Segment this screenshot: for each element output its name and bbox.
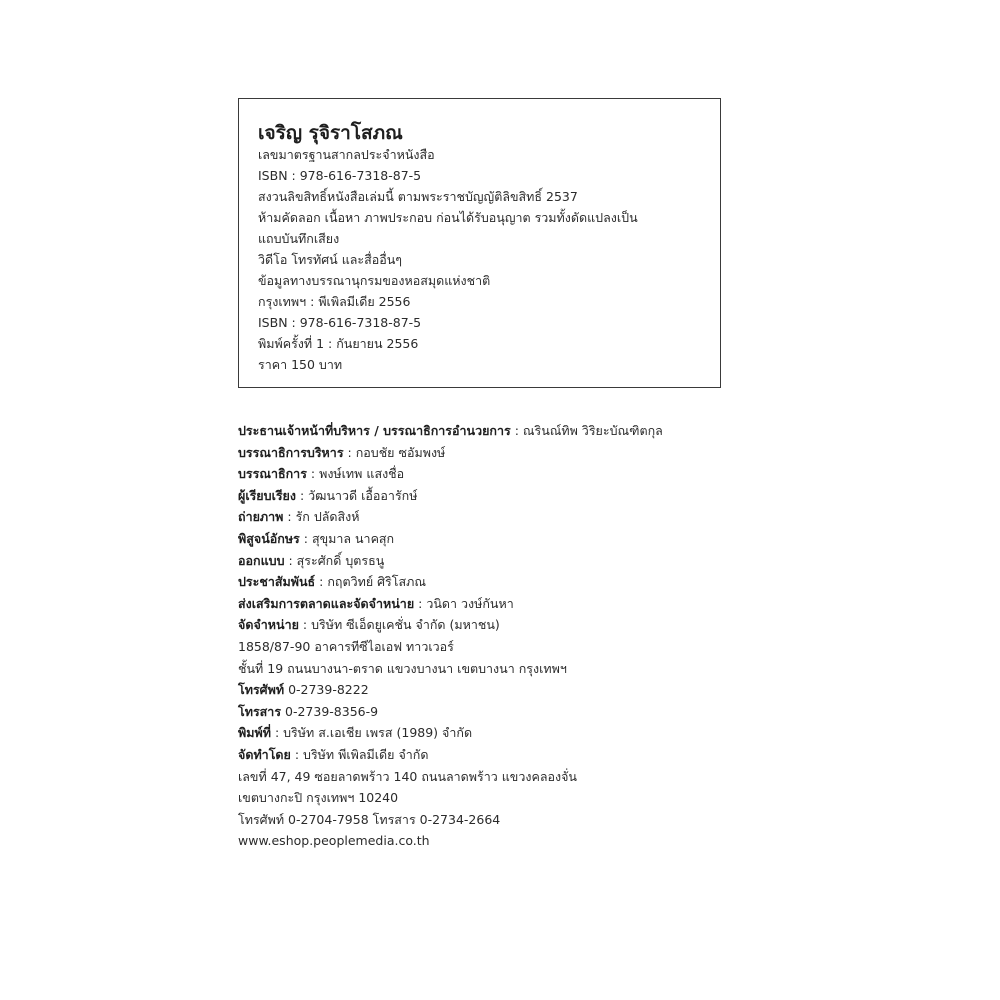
isbn-line-2: ISBN : 978-616-7318-87-5 [258, 315, 422, 330]
credit-line-executive-editor [238, 442, 798, 464]
price-line: ราคา 150 บาท [258, 357, 343, 372]
credit-value: เลขที่ 47, 49 ซอยลาดพร้าว 140 ถนนลาดพร้าว แขวงคลองจั่น [238, 768, 577, 784]
cataloging-heading: ข้อมูลทางบรรณานุกรมของหอสมุดแห่งชาติ [258, 273, 491, 288]
credit-value: www.eshop.peoplemedia.co.th [238, 833, 430, 849]
credit-label: พิมพ์ที่ [238, 725, 271, 741]
credits-list [238, 420, 798, 852]
credit-line-photography [238, 506, 798, 528]
credit-value: : สุระศักดิ์ บุตรธนู [284, 552, 385, 568]
credit-value: : พงษ์เทพ แสงชื่อ [306, 466, 405, 482]
author-name: เจริญ รุจิราโสภณ [258, 122, 403, 144]
edition-line: พิมพ์ครั้งที่ 1 : กันยายน 2556 [258, 336, 419, 351]
credit-value: : บริษัท พีเพิลมีเดีย จำกัด [290, 746, 429, 762]
isbn-heading: เลขมาตรฐานสากลประจำหนังสือ [258, 147, 435, 162]
credit-line-ceo [238, 420, 798, 442]
credit-label: ออกแบบ [238, 552, 285, 568]
credit-label: ประชาสัมพันธ์ [238, 574, 316, 590]
credit-value: ชั้นที่ 19 ถนนบางนา-ตราด แขวงบางนา เขตบางนา กรุงเทพฯ [238, 660, 567, 676]
credit-label: พิสูจน์อักษร [238, 530, 300, 546]
credit-label: บรรณาธิการ [238, 466, 307, 482]
credit-line-design [238, 550, 798, 572]
credit-value: : วัฒนาวดี เอื้ออารักษ์ [295, 487, 418, 503]
credit-line-distributor [238, 614, 798, 636]
credit-value: เขตบางกะปิ กรุงเทพฯ 10240 [238, 790, 399, 806]
copyright-info [258, 144, 713, 375]
credit-value: โทรศัพท์ 0-2704-7958 โทรสาร 0-2734-2664 [238, 811, 501, 827]
credit-line-proofreader [238, 528, 798, 550]
credit-label: ประธานเจ้าหน้าที่บริหาร / บรรณาธิการอำนวยการ [238, 423, 511, 438]
producer-contact [238, 809, 798, 831]
website-url [238, 830, 798, 852]
credit-value: 0-2739-8356-9 [281, 703, 379, 719]
credit-line-producer [238, 744, 798, 766]
credit-value: : กฤตวิทย์ ศิริโสภณ [315, 574, 426, 590]
credit-label: โทรศัพท์ [238, 682, 285, 698]
distributor-phone [238, 679, 798, 701]
credit-label: บรรณาธิการบริหาร [238, 444, 344, 460]
publisher-year: กรุงเทพฯ : พีเพิลมีเดีย 2556 [258, 294, 411, 309]
credit-value: 1858/87-90 อาคารทีซีไอเอฟ ทาวเวอร์ [238, 638, 454, 654]
producer-address-1 [238, 766, 798, 788]
distributor-address-1 [238, 636, 798, 658]
credit-line-pr [238, 571, 798, 593]
credit-line-marketing [238, 593, 798, 615]
copy-restriction-media: วิดีโอ โทรทัศน์ และสื่ออื่นๆ [258, 252, 403, 267]
credit-value: 0-2739-8222 [284, 682, 369, 698]
credit-label: โทรสาร [238, 703, 282, 719]
credit-line-compiler [238, 485, 798, 507]
distributor-address-2 [238, 658, 798, 680]
credit-value: : สุขุมาล นาคสุก [299, 530, 395, 546]
copy-restriction: ห้ามคัดลอก เนื้อหา ภาพประกอบ ก่อนได้รับอนุญาต รวมทั้งดัดแปลงเป็น [258, 210, 638, 225]
credit-label: ส่งเสริมการตลาดและจัดจำหน่าย [238, 595, 415, 611]
copyright-notice: สงวนลิขสิทธิ์หนังสือเล่มนี้ ตามพระราชบัญญัติลิขสิทธิ์ 2537 [258, 189, 578, 204]
producer-address-2 [238, 787, 798, 809]
credit-value: : บริษัท ส.เอเชีย เพรส (1989) จำกัด [270, 725, 473, 741]
credit-value: : บริษัท ซีเอ็ดยูเคชั่น จำกัด (มหาชน) [298, 617, 500, 633]
credit-label: จัดจำหน่าย [238, 617, 299, 633]
credit-label: ถ่ายภาพ [238, 509, 284, 525]
distributor-fax [238, 701, 798, 723]
credit-value: : ณรินณ์ทิพ วิริยะบัณฑิตกุล [510, 423, 663, 438]
credit-label: ผู้เรียบเรียง [238, 487, 296, 503]
credit-label: จัดทำโดย [238, 746, 291, 762]
credit-value: : วนิดา วงษ์กันหา [414, 595, 514, 611]
isbn-line: ISBN : 978-616-7318-87-5 [258, 168, 422, 183]
credit-value: : กอบชัย ซอัมพงษ์ [343, 444, 446, 460]
copy-restriction-cont: แถบบันทึกเสียง [258, 231, 340, 246]
credit-line-printer [238, 722, 798, 744]
credit-value: : รัก ปลัดสิงห์ [283, 509, 360, 525]
credit-line-editor [238, 463, 798, 485]
